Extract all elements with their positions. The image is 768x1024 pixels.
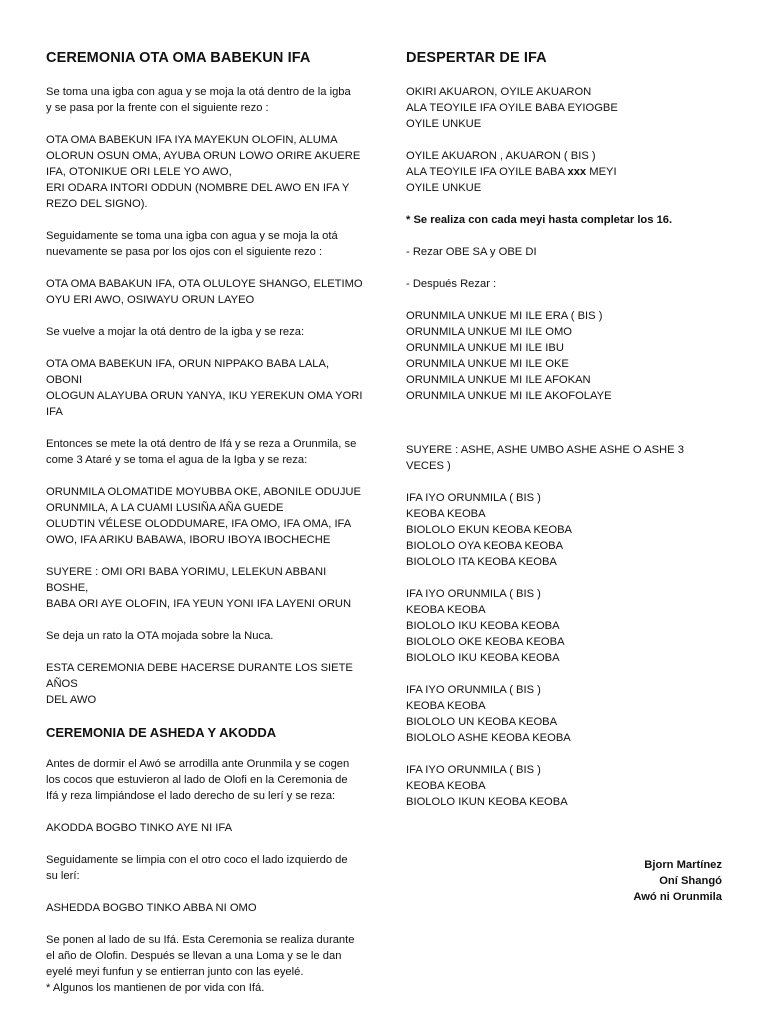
placeholder-meyi: xxx — [567, 166, 587, 178]
signature-title: Oní Shangó — [659, 875, 722, 887]
song-verse: IFA IYO ORUNMILA ( BIS ) KEOBA KEOBA BIOLOLO EKUN KEOBA KEOBA BIOLOLO OYA KEOBA KEOBA BIOLOLO ITA KEOBA KEOBA — [406, 492, 573, 568]
note-text: ESTA CEREMONIA DEBE HACERSE DURANTE LOS SIETE AÑOS DEL AWO — [46, 662, 353, 706]
instruction-text: - Rezar OBE SA y OBE DI — [406, 246, 537, 258]
song-verse: IFA IYO ORUNMILA ( BIS ) KEOBA KEOBA BIOLOLO IKUN KEOBA KEOBA — [406, 764, 568, 808]
left-column — [46, 48, 368, 1012]
instruction-note: * Se realiza con cada meyi hasta completar los 16. — [406, 214, 673, 226]
prayer-text: OTA OMA BABEKUN IFA IYA MAYEKUN OLOFIN, ALUMA OLORUN OSUN OMA, AYUBA ORUN LOWO ORIRE AKUERE IFA, OTONIKUE ORI LELE YO AWO, ERI ODARA INTORI ODDUN (NOMBRE DEL AWO EN IFA Y REZO DEL SIGNO). — [46, 134, 361, 210]
prayer-text: ORUNMILA OLOMATIDE MOYUBBA OKE, ABONILE ODUJUE ORUNMILA, A LA CUAMI LUSIÑA AÑA GUEDE OLUDTIN VÉLESE OLODDUMARE, IFA OMO, IFA OMA, IFA OWO, IFA ARIKU BABAWA, IBORU IBOYA IBOCHECHE — [46, 486, 361, 546]
suyere-text: SUYERE : OMI ORI BABA YORIMU, LELEKUN ABBANI BOSHE, BABA ORI AYE OLOFIN, IFA YEUN YONI IFA LAYENI ORUN — [46, 566, 352, 610]
paragraph: Seguidamente se limpia con el otro coco el lado izquierdo de su lerí: — [46, 854, 348, 882]
prayer-text: AKODDA BOGBO TINKO AYE NI IFA — [46, 822, 233, 834]
right-column — [406, 48, 724, 826]
heading-despertar-de-ifa: DESPERTAR DE IFA — [406, 50, 547, 66]
heading-ceremonia-asheda: CEREMONIA DE ASHEDA Y AKODDA — [46, 725, 277, 740]
signature-name: Bjorn Martínez — [644, 859, 722, 871]
instruction-text: - Después Rezar : — [406, 278, 497, 290]
prayer-text: OTA OMA BABEKUN IFA, ORUN NIPPAKO BABA LALA, OBONI OLOGUN ALAYUBA ORUN YANYA, IKU YEREKUN OMA YORI IFA — [46, 358, 363, 418]
signature-block — [633, 857, 722, 905]
paragraph: Se vuelve a mojar la otá dentro de la igba y se reza: — [46, 326, 305, 338]
prayer-text-part: MEYI OYILE UNKUE — [406, 166, 617, 194]
prayer-text: ASHEDDA BOGBO TINKO ABBA NI OMO — [46, 902, 257, 914]
prayer-text: ORUNMILA UNKUE MI ILE ERA ( BIS ) ORUNMILA UNKUE MI ILE OMO ORUNMILA UNKUE MI ILE IBU ORUNMILA UNKUE MI ILE OKE ORUNMILA UNKUE MI ILE AFOKAN ORUNMILA UNKUE MI ILE AKOFOLAYE — [406, 310, 612, 402]
paragraph: Entonces se mete la otá dentro de Ifá y se reza a Orunmila, se come 3 Ataré y se toma el agua de la Igba y se reza: — [46, 438, 357, 466]
song-verse: IFA IYO ORUNMILA ( BIS ) KEOBA KEOBA BIOLOLO UN KEOBA KEOBA BIOLOLO ASHE KEOBA KEOBA — [406, 684, 571, 744]
prayer-text-part: OYILE AKUARON , AKUARON ( BIS ) ALA TEOYILE IFA OYILE BABA — [406, 150, 596, 178]
paragraph: Se toma una igba con agua y se moja la otá dentro de la igba y se pasa por la frente con el siguiente rezo : — [46, 86, 351, 114]
prayer-text — [406, 148, 724, 196]
song-verse: IFA IYO ORUNMILA ( BIS ) KEOBA KEOBA BIOLOLO IKU KEOBA KEOBA BIOLOLO OKE KEOBA KEOBA BIOLOLO IKU KEOBA KEOBA — [406, 588, 565, 664]
paragraph: Seguidamente se toma una igba con agua y se moja la otá nuevamente se pasa por los ojos con el siguiente rezo : — [46, 230, 338, 258]
prayer-text: OTA OMA BABAKUN IFA, OTA OLULOYE SHANGO, ELETIMO OYU ERI AWO, OSIWAYU ORUN LAYEO — [46, 278, 363, 306]
paragraph: Se ponen al lado de su Ifá. Esta Ceremonia se realiza durante el año de Olofin. Después se llevan a una Loma y se le dan eyelé meyi funfun y se entierran junto con las eyelé. * Algunos los mantienen de por vida con Ifá. — [46, 934, 355, 994]
paragraph: Antes de dormir el Awó se arrodilla ante Orunmila y se cogen los cocos que estuvieron al lado de Olofi en la Ceremonia de Ifá y reza limpiándose el lado derecho de su lerí y se reza: — [46, 758, 350, 802]
paragraph: Se deja un rato la OTA mojada sobre la Nuca. — [46, 630, 274, 642]
prayer-text: OKIRI AKUARON, OYILE AKUARON ALA TEOYILE IFA OYILE BABA EYIOGBE OYILE UNKUE — [406, 86, 618, 130]
signature-role: Awó ni Orunmila — [633, 891, 722, 903]
heading-ceremonia-ota-oma: CEREMONIA OTA OMA BABEKUN IFA — [46, 50, 311, 66]
suyere-text: SUYERE : ASHE, ASHE UMBO ASHE ASHE O ASHE 3 VECES ) — [406, 444, 684, 472]
